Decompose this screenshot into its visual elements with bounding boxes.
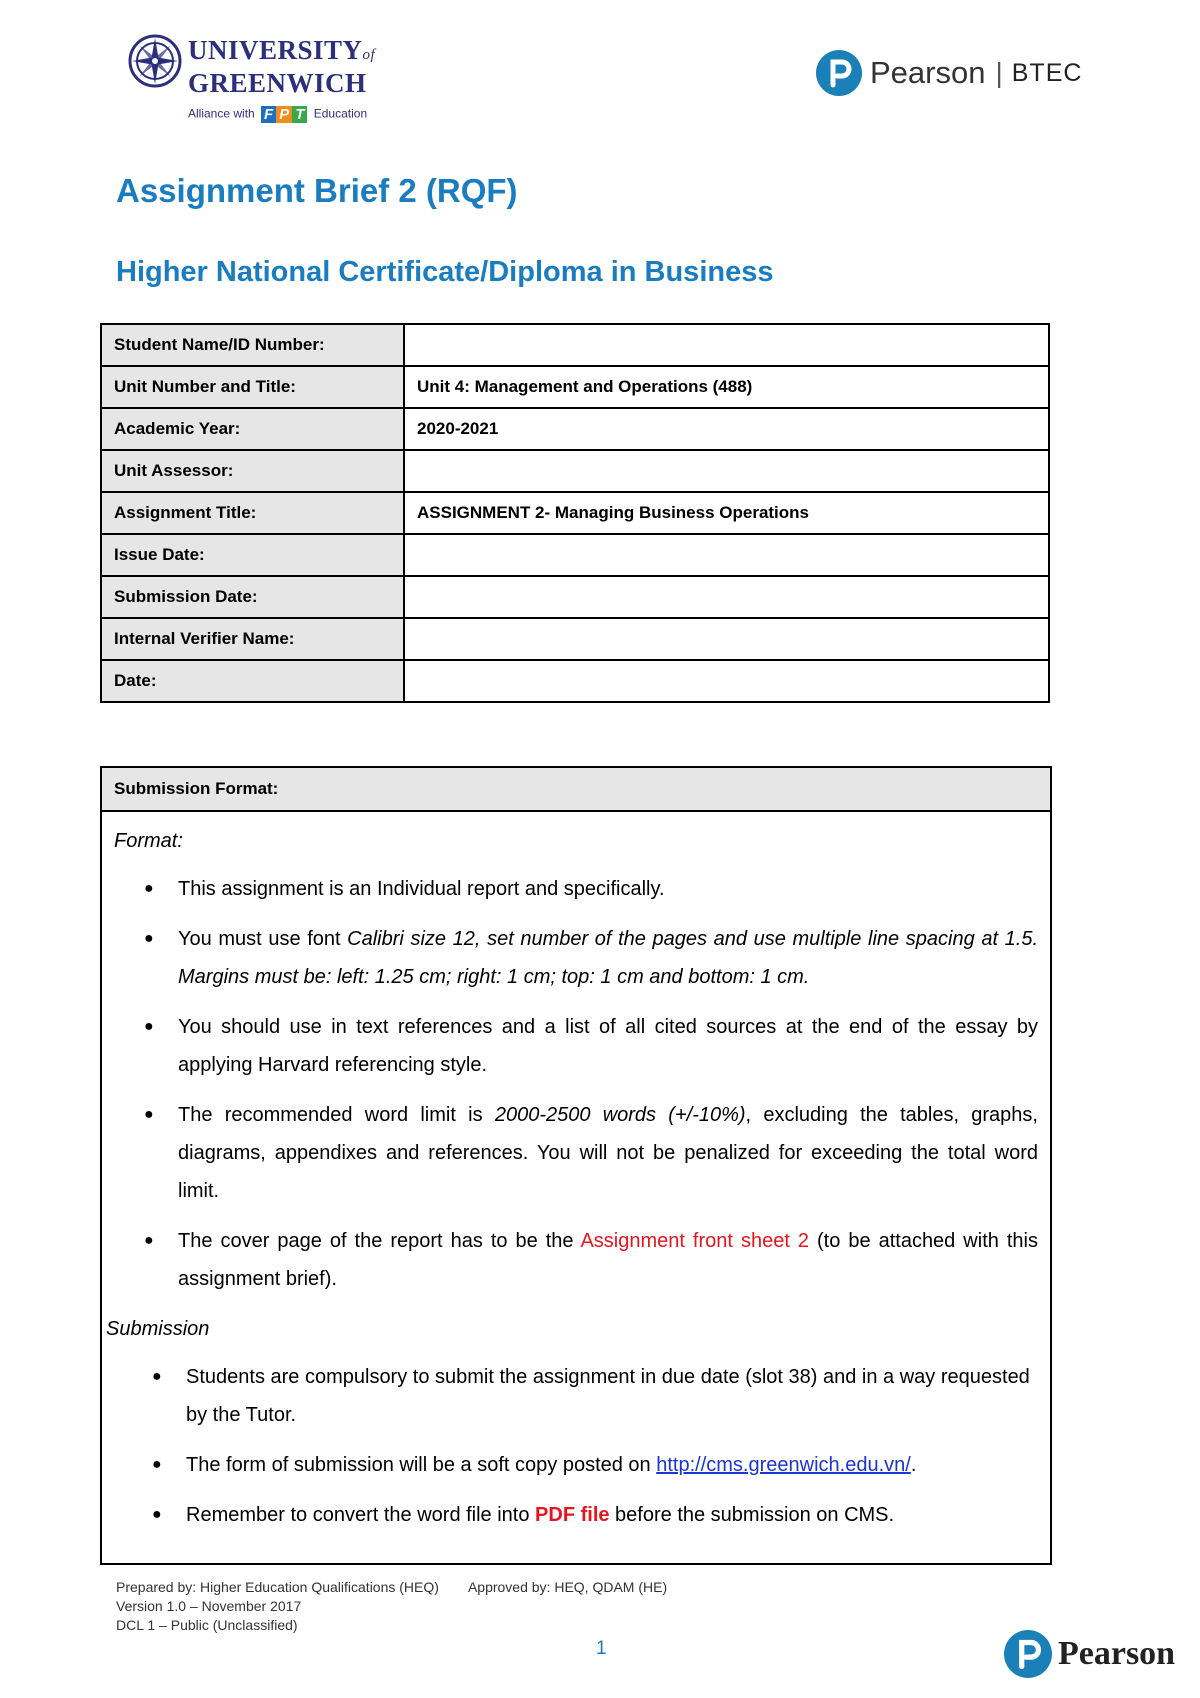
row-value: 2020-2021 bbox=[404, 408, 1049, 450]
alliance-suffix: Education bbox=[313, 106, 368, 121]
row-value bbox=[404, 660, 1049, 702]
btec-wordmark: BTEC bbox=[1011, 58, 1083, 87]
pearson-p-icon bbox=[1004, 1630, 1052, 1678]
row-label: Student Name/ID Number: bbox=[101, 324, 404, 366]
bullet-text: The cover page of the report has to be the bbox=[178, 1230, 581, 1252]
row-label: Date: bbox=[101, 660, 404, 702]
format-bullet-list bbox=[144, 870, 1038, 1310]
bullet-text: Students are compulsory to submit the assignment in due date (slot 38) and in a way requested by the Tutor. bbox=[186, 1366, 1030, 1426]
list-item bbox=[152, 1496, 1036, 1534]
prepared-by: Prepared by: Higher Education Qualifications (HEQ) bbox=[116, 1579, 439, 1595]
university-word: UNIVERSITY bbox=[188, 35, 363, 65]
pearson-p-icon bbox=[816, 50, 862, 96]
row-value bbox=[404, 450, 1049, 492]
bullet-text: This assignment is an Individual report and specifically. bbox=[178, 878, 665, 900]
table-row bbox=[101, 492, 1049, 534]
row-label: Submission Date: bbox=[101, 576, 404, 618]
bullet-icon: ● bbox=[144, 880, 154, 897]
front-sheet-highlight: Assignment front sheet 2 bbox=[580, 1230, 809, 1252]
bullet-icon: ● bbox=[144, 1018, 154, 1035]
bullet-text: before the submission on CMS. bbox=[609, 1504, 895, 1526]
bullet-icon: ● bbox=[144, 1232, 154, 1249]
row-value bbox=[404, 534, 1049, 576]
submission-format-box bbox=[100, 766, 1052, 1565]
fpt-alliance-line bbox=[188, 106, 367, 123]
bullet-text: , excluding the tables, graphs, diagrams, appendixes and references. You will not be penalized for exceeding the total word limit. bbox=[178, 1104, 1038, 1202]
row-label: Unit Assessor: bbox=[101, 450, 404, 492]
approved-by: Approved by: HEQ, QDAM (HE) bbox=[467, 1579, 668, 1595]
greenwich-word: GREENWICH bbox=[188, 68, 367, 98]
university-of-greenwich-logo bbox=[128, 34, 388, 134]
university-of-word: of bbox=[362, 47, 376, 63]
table-row bbox=[101, 408, 1049, 450]
table-row bbox=[101, 366, 1049, 408]
row-value bbox=[404, 324, 1049, 366]
bullet-text-italic: Calibri size 12, set number of the pages and use multiple line spacing at 1.5. Margins must be: left: 1.25 cm; right: 1 cm; top: 1 cm and bottom: 1 cm. bbox=[178, 928, 1038, 988]
list-item bbox=[144, 920, 1038, 996]
bullet-icon: ● bbox=[152, 1506, 162, 1523]
fpt-letter-f: F bbox=[261, 106, 276, 123]
list-item bbox=[144, 1008, 1038, 1084]
fpt-letter-t: T bbox=[292, 106, 307, 123]
list-item bbox=[144, 1222, 1038, 1298]
pearson-wordmark: Pearson bbox=[870, 55, 986, 90]
pdf-file-highlight: PDF file bbox=[535, 1504, 610, 1526]
list-item bbox=[152, 1358, 1036, 1434]
version-text: Version 1.0 – November 2017 bbox=[116, 1598, 302, 1614]
row-value: Unit 4: Management and Operations (488) bbox=[404, 366, 1049, 408]
bullet-icon: ● bbox=[152, 1368, 162, 1385]
assignment-info-table bbox=[100, 323, 1050, 703]
table-row bbox=[101, 576, 1049, 618]
row-label: Internal Verifier Name: bbox=[101, 618, 404, 660]
row-value: ASSIGNMENT 2- Managing Business Operations bbox=[404, 492, 1049, 534]
greenwich-compass-emblem bbox=[128, 34, 182, 88]
list-item bbox=[144, 1096, 1038, 1210]
list-item bbox=[144, 870, 1038, 908]
bullet-text: Remember to convert the word file into bbox=[186, 1504, 536, 1526]
table-row bbox=[101, 660, 1049, 702]
classification-text: DCL 1 – Public (Unclassified) bbox=[116, 1617, 298, 1633]
page-title: Assignment Brief 2 (RQF) bbox=[116, 172, 518, 209]
word-limit: 2000-2500 words (+/-10%) bbox=[494, 1104, 746, 1126]
row-label: Assignment Title: bbox=[101, 492, 404, 534]
bullet-text: . bbox=[910, 1454, 917, 1476]
bullet-text: The form of submission will be a soft copy posted on bbox=[186, 1454, 657, 1476]
fpt-logo bbox=[261, 106, 307, 123]
row-value bbox=[404, 576, 1049, 618]
bullet-text: (to be attached with this assignment brief). bbox=[178, 1230, 1038, 1290]
fpt-letter-p: P bbox=[276, 106, 292, 123]
logo-separator: | bbox=[995, 57, 1003, 88]
submission-bullet-list bbox=[152, 1358, 1036, 1546]
bullet-icon: ● bbox=[144, 930, 154, 947]
course-title: Higher National Certificate/Diploma in Business bbox=[116, 256, 774, 288]
table-row bbox=[101, 450, 1049, 492]
row-label: Academic Year: bbox=[101, 408, 404, 450]
pearson-wordmark: Pearson bbox=[1058, 1635, 1176, 1672]
list-item bbox=[152, 1446, 1036, 1484]
row-label: Issue Date: bbox=[101, 534, 404, 576]
bullet-icon: ● bbox=[144, 1106, 154, 1123]
table-row bbox=[101, 534, 1049, 576]
alliance-prefix: Alliance with bbox=[188, 106, 255, 121]
table-row bbox=[101, 618, 1049, 660]
bullet-text: The recommended word limit is bbox=[178, 1104, 495, 1126]
table-row bbox=[101, 324, 1049, 366]
pearson-footer-logo bbox=[1004, 1630, 1175, 1678]
row-label: Unit Number and Title: bbox=[101, 366, 404, 408]
format-label: Format: bbox=[114, 830, 183, 852]
bullet-icon: ● bbox=[152, 1456, 162, 1473]
university-wordmark bbox=[188, 36, 375, 97]
bullet-text: You should use in text references and a list of all cited sources at the end of the essay by applying Harvard referencing style. bbox=[178, 1016, 1038, 1076]
page-number: 1 bbox=[596, 1638, 607, 1659]
row-value bbox=[404, 618, 1049, 660]
submission-format-heading: Submission Format: bbox=[102, 768, 1050, 812]
submission-label: Submission bbox=[106, 1318, 210, 1340]
document-footer bbox=[116, 1578, 667, 1635]
bullet-text: You must use font bbox=[178, 928, 348, 950]
footer-line-1 bbox=[116, 1578, 667, 1597]
pearson-btec-logo bbox=[816, 46, 1082, 100]
cms-link[interactable]: http://cms.greenwich.edu.vn/ bbox=[656, 1454, 911, 1476]
